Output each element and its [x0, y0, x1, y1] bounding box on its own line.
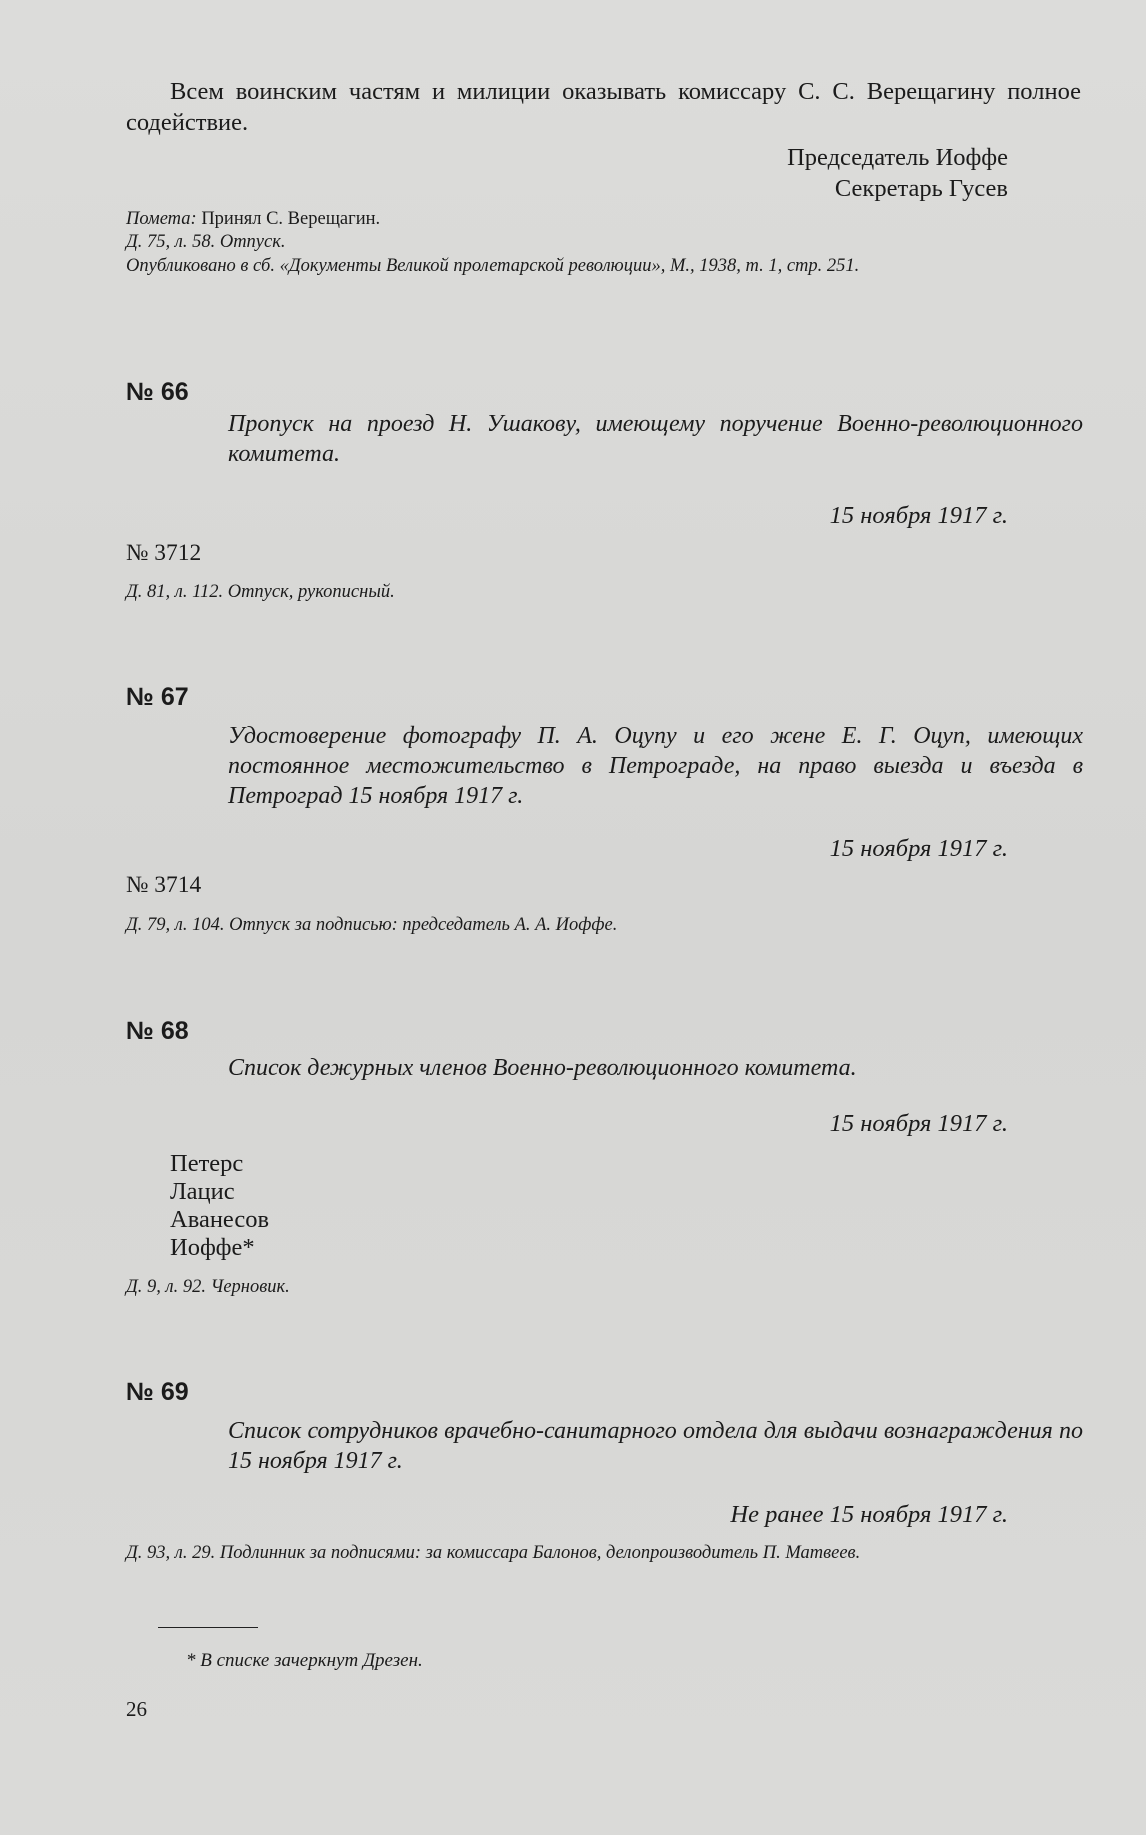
- doc-title: Удостоверение фотографу П. А. Оцупу и его жене Е. Г. Оцуп, имеющих постоянное местожительство в Петрограде, на право выезда и въезда в Петроград 15 ноября 1917 г.: [228, 723, 1083, 809]
- mark-label: Помета:: [126, 209, 197, 229]
- doc-registration-number: № 3714: [126, 872, 202, 898]
- footnote: * В списке зачеркнут Дрезен.: [186, 1650, 423, 1671]
- list-item: Петерс: [170, 1150, 244, 1177]
- doc-title: Список сотрудников врачебно-санитарного отдела для выдачи вознаграждения по 15 ноября 1917 г.: [228, 1418, 1083, 1474]
- doc-date: 15 ноября 1917 г.: [829, 1110, 1008, 1137]
- doc-title: Пропуск на проезд Н. Ушакову, имеющему поручение Военно-революционного комитета.: [228, 411, 1083, 467]
- footnote-rule: [158, 1627, 258, 1628]
- intro-archive-ref: Д. 75, л. 58. Отпуск.: [126, 232, 286, 252]
- intro-paragraph: Всем воинским частям и милиции оказывать комиссару С. С. Верещагину полное содействие.: [126, 78, 1081, 136]
- doc-title: Список дежурных членов Военно-революционного комитета.: [228, 1055, 857, 1081]
- doc-archive-ref: Д. 81, л. 112. Отпуск, рукописный.: [126, 582, 395, 602]
- list-item: Лацис: [170, 1178, 235, 1205]
- doc-number: № 67: [126, 683, 189, 711]
- doc-date: 15 ноября 1917 г.: [829, 835, 1008, 862]
- doc-archive-ref: Д. 9, л. 92. Черновик.: [126, 1277, 290, 1297]
- doc-number: № 69: [126, 1378, 189, 1406]
- mark-text: Принял С. Верещагин.: [196, 209, 381, 229]
- intro-publication-ref: Опубликовано в сб. «Документы Великой пролетарской революции», М., 1938, т. 1, стр. 251.: [126, 256, 860, 276]
- doc-archive-ref: Д. 93, л. 29. Подлинник за подписями: за комиссара Балонов, делопроизводитель П. Матвеев.: [126, 1543, 861, 1563]
- doc-number: № 68: [126, 1017, 189, 1045]
- signature-chairman: Председатель Иоффе: [787, 144, 1008, 171]
- doc-number: № 66: [126, 378, 189, 406]
- signature-secretary: Секретарь Гусев: [834, 175, 1008, 202]
- doc-date: Не ранее 15 ноября 1917 г.: [730, 1501, 1008, 1528]
- list-item: Аванесов: [170, 1206, 270, 1233]
- doc-date: 15 ноября 1917 г.: [829, 502, 1008, 529]
- intro-mark-note: [126, 207, 1081, 231]
- doc-archive-ref: Д. 79, л. 104. Отпуск за подписью: председатель А. А. Иоффе.: [126, 915, 618, 935]
- list-item: Иоффе*: [170, 1234, 255, 1261]
- doc-registration-number: № 3712: [126, 540, 202, 566]
- page-number: 26: [126, 1697, 147, 1721]
